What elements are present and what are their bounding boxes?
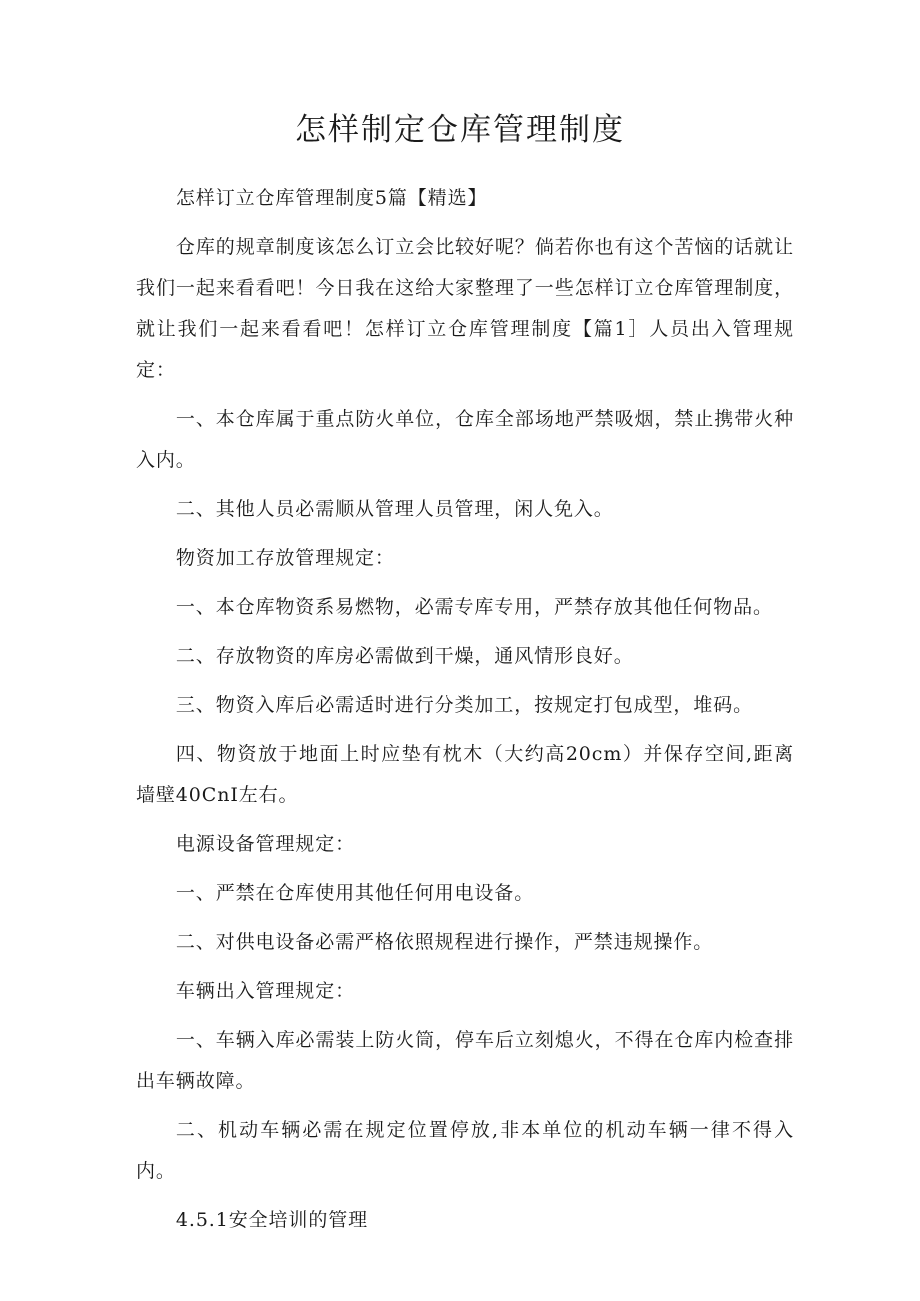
paragraph-section-number: 4.5.1安全培训的管理 <box>175 1209 369 1231</box>
paragraph-rule: 二、其他人员必需顺从管理人员管理，闲人免入。 <box>175 498 614 520</box>
paragraph-rule: 三、物资入库后必需适时进行分类加工，按规定打包成型，堆码。 <box>175 694 753 716</box>
paragraph-section-heading: 电源设备管理规定： <box>175 833 355 855</box>
paragraph-rule: 二、对供电设备必需严格依照规程进行操作，严禁违规操作。 <box>175 931 714 953</box>
paragraph-section-heading: 物资加工存放管理规定： <box>175 547 395 569</box>
document-title: 怎样制定仓库管理制度 <box>295 112 625 148</box>
paragraph-subtitle: 怎样订立仓库管理制度5篇【精选】 <box>175 187 488 209</box>
paragraph-rule: 一、严禁在仓库使用其他任何用电设备。 <box>175 882 535 904</box>
paragraph-intro: 仓库的规章制度该怎么订立会比较好呢？倘若你也有这个苦恼的话就让我们一起来看看吧！今日我在这给大家整理了一些怎样订立仓库管理制度，就让我们一起来看看吧！怎样订立仓库管理制度【篇1］人员出入管理规定： <box>136 236 794 381</box>
paragraph-rule: 一、本仓库属于重点防火单位，仓库全部场地严禁吸烟，禁止携带火种入内。 <box>136 408 794 471</box>
paragraph-section-heading: 车辆出入管理规定： <box>175 980 355 1002</box>
paragraph-rule: 二、存放物资的库房必需做到干燥，通风情形良好。 <box>175 645 634 667</box>
paragraph-rule: 四、物资放于地面上时应垫有枕木（大约高20cm）并保存空间,距离墙壁40CnI左右。 <box>136 743 794 806</box>
paragraph-rule: 一、本仓库物资系易燃物，必需专库专用，严禁存放其他任何物品。 <box>175 596 773 618</box>
paragraph-rule: 二、机动车辆必需在规定位置停放,非本单位的机动车辆一律不得入内。 <box>136 1119 794 1182</box>
paragraph-rule: 一、车辆入库必需装上防火筒，停车后立刻熄火，不得在仓库内检查排出车辆故障。 <box>136 1029 794 1092</box>
document-body <box>136 178 794 1241</box>
